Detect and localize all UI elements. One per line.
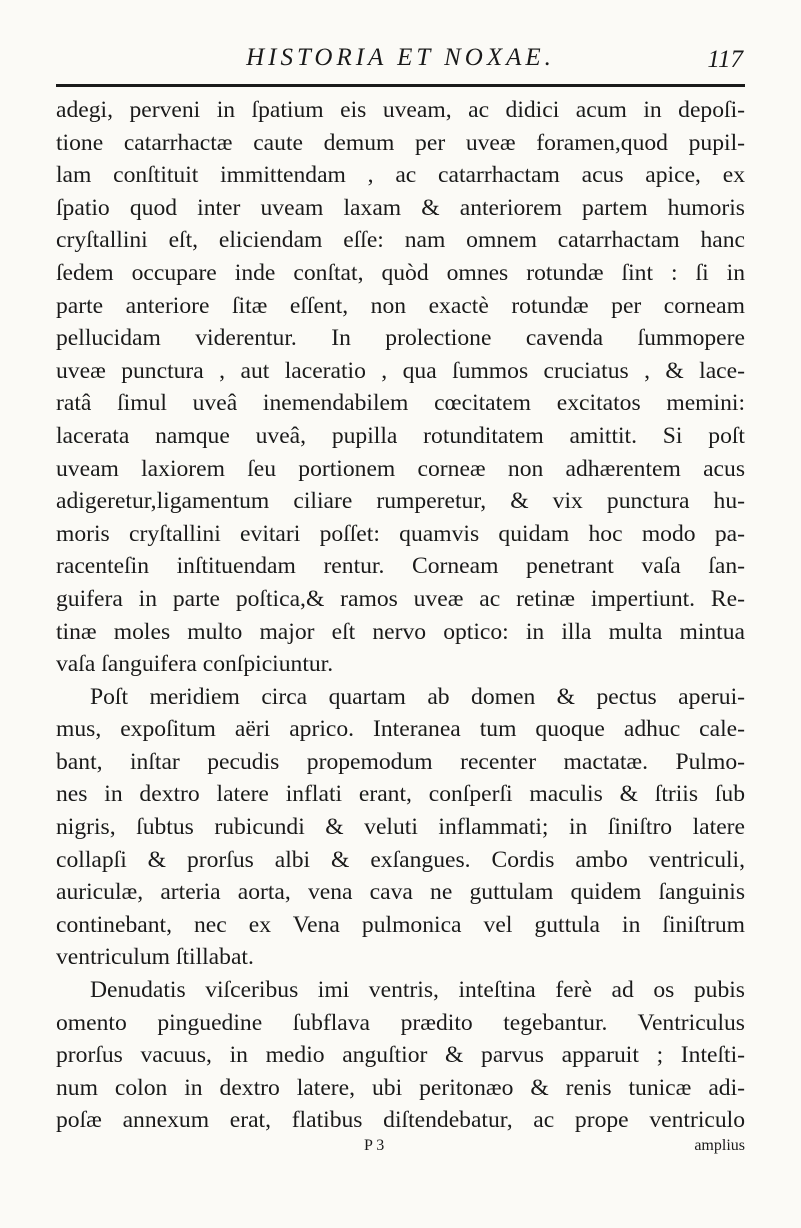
text-line: ſedem occupare inde conſtat, quòd omnes rotundæ ſint : ſi in: [56, 259, 745, 286]
text-line: racenteſin inſtituendam rentur. Corneam penetrant vaſa ſan-: [56, 553, 745, 580]
catchword: amplius: [694, 1137, 745, 1154]
text-line: bant, inſtar pecudis propemodum recenter mactatæ. Pulmo-: [56, 748, 745, 775]
text-line: ſpatio quod inter uveam laxam & anteriorem partem humoris: [56, 194, 745, 221]
text-line: uveam laxiorem ſeu portionem corneæ non adhærentem acus: [56, 455, 745, 482]
header-rule: [56, 84, 745, 87]
text-line: omento pinguedine ſubflava prædito tegebantur. Ventriculus: [56, 1009, 745, 1036]
text-line: ratâ ſimul uveâ inemendabilem cœcitatem excitatos memini:: [56, 390, 745, 417]
text-line: nes in dextro latere inflati erant, conſperſi maculis & ſtriis ſub: [56, 781, 745, 808]
text-line: pellucidam viderentur. In prolectione cavenda ſummopere: [56, 325, 745, 352]
text-line: lacerata namque uveâ, pupilla rotunditatem amittit. Si poſt: [56, 422, 745, 449]
text-line: adegi, perveni in ſpatium eis uveam, ac didici acum in depoſi-: [56, 97, 745, 123]
text-line: cryſtallini eſt, eliciendam eſſe: nam omnem catarrhactam hanc: [56, 227, 745, 254]
text-line: continebant, nec ex Vena pulmonica vel guttula in ſiniſtrum: [56, 911, 745, 938]
footer-line: [56, 1137, 745, 1170]
text-line: parte anteriore ſitæ eſſent, non exactè rotundæ per corneam: [56, 292, 745, 319]
text-line: auriculæ, arteria aorta, vena cava ne guttulam quidem ſanguinis: [56, 879, 745, 906]
running-title: HISTORIA ET NOXAE.: [246, 44, 555, 71]
text-line: tione catarrhactæ caute demum per uveæ foramen,quod pupil-: [56, 129, 745, 156]
text-line: mus, expoſitum aëri aprico. Interanea tum quoque adhuc cale-: [56, 716, 745, 743]
text-line: prorſus vacuus, in medio anguſtior & parvus apparuit ; Inteſti-: [56, 1042, 745, 1069]
text-line: num colon in dextro latere, ubi peritonæo & renis tunicæ adi-: [56, 1074, 745, 1101]
text-line: collapſi & prorſus albi & exſangues. Cordis ambo ventriculi,: [56, 846, 745, 873]
text-line: lam conſtituit immittendam , ac catarrhactam acus apice, ex: [56, 162, 745, 189]
text-line: guifera in parte poſtica,& ramos uveæ ac retinæ impertiunt. Re-: [56, 585, 745, 612]
running-head: [56, 40, 745, 82]
text-line: vaſa ſanguifera conſpiciuntur.: [56, 651, 334, 678]
signature-mark: P 3: [364, 1137, 385, 1154]
text-line: uveæ punctura , aut laceratio , qua ſummos cruciatus , & lace-: [56, 357, 745, 384]
text-line: moris cryſtallini evitari poſſet: quamvis quidam hoc modo pa-: [56, 520, 745, 547]
text-line: nigris, ſubtus rubicundi & veluti inflammati; in ſiniſtro latere: [56, 814, 745, 841]
text-line: adigeretur,ligamentum ciliare rumperetur, & vix punctura hu-: [56, 488, 745, 515]
text-line: Denudatis viſceribus imi ventris, inteſtina ferè ad os pubis: [90, 977, 745, 1004]
body-text: [56, 94, 745, 1137]
page-number: 117: [707, 46, 743, 73]
text-line: poſæ annexum erat, flatibus diſtendebatur, ac prope ventriculo: [56, 1107, 745, 1134]
text-line: Poſt meridiem circa quartam ab domen & pectus aperui-: [90, 683, 745, 710]
text-line: tinæ moles multo major eſt nervo optico: in illa multa mintua: [56, 618, 745, 645]
text-line: ventriculum ſtillabat.: [56, 944, 254, 971]
